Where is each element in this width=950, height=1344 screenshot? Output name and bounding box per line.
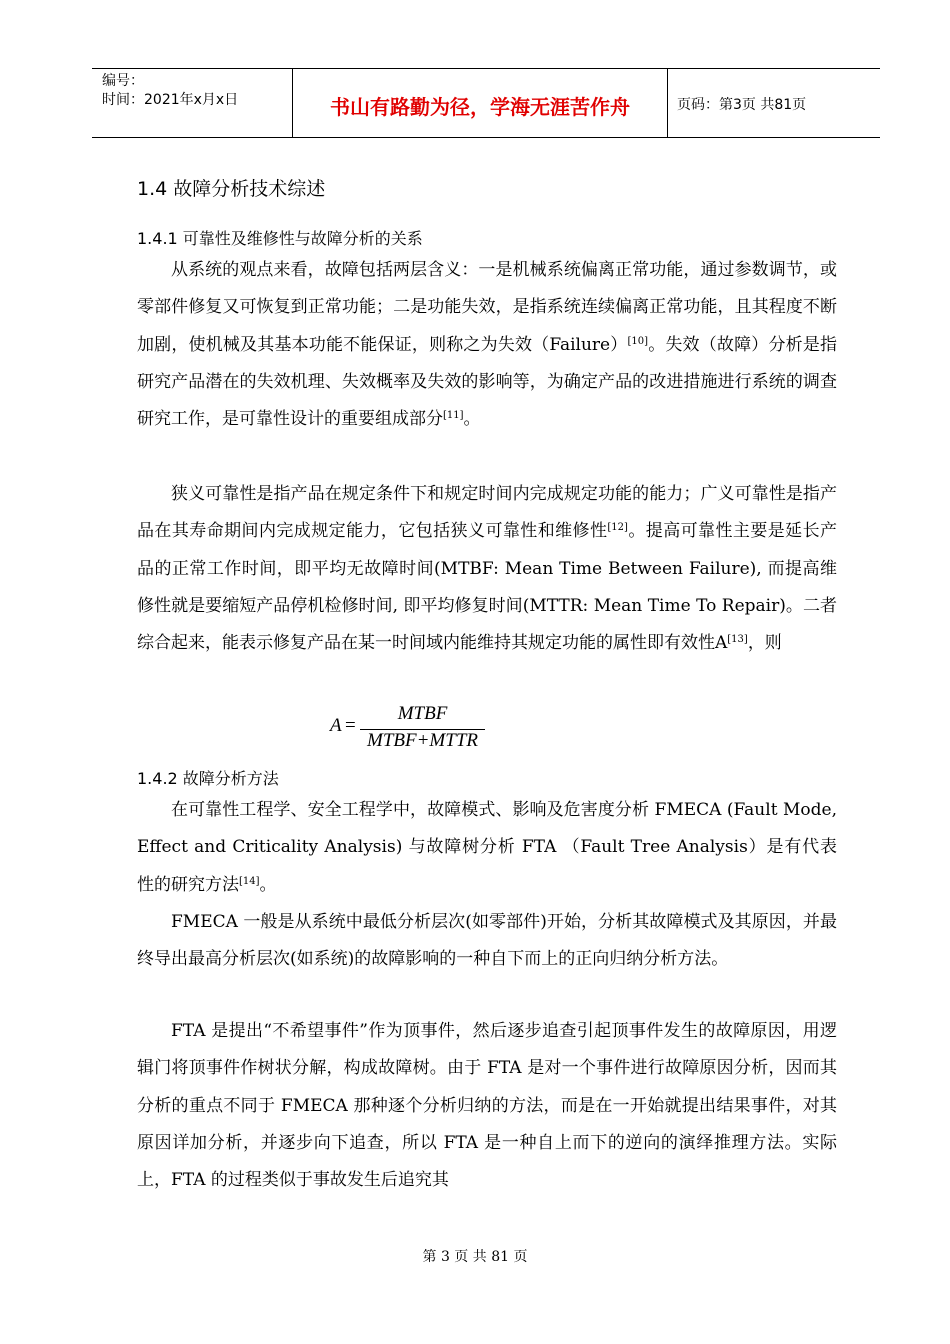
citation-ref: [12] [607,522,628,534]
paragraph-failure-definition: 从系统的观点来看，故障包括两层含义：一是机械系统偏离正常功能，通过参数调节，或零部件修复又可恢复到正常功能；二是功能失效，是指系统连续偏离正常功能，且其程度不断加剧，使机械及其基本功能不能保证，则称之为失效（Failure）[10]。失效（故障）分析是指研究产品潜在的失效机理、失效概率及失效的影响等，为确定产品的改进措施进行系统的调查研究工作，是可靠性设计的重要组成部分[11]。 [137,260,837,430]
formula-lhs: A [330,715,342,736]
subsection-heading-1: 1.4.1 可靠性及维修性与故障分析的关系 [137,229,423,248]
paragraph-analysis-methods: 在可靠性工程学、安全工程学中，故障模式、影响及危害度分析 FMECA (Fault Mode, Effect and Criticality Analysis) 与故障树分析 FTA （Fault Tree Analysis）是有代表性的研究方法[14]。 [137,800,837,895]
header-motto: 书山有路勤为径，学海无涯苦作舟 [330,95,630,119]
header-motto-cell [292,69,668,137]
paragraph-fmeca: FMECA 一般是从系统中最低分析层次(如零部件)开始，分析其故障模式及其原因，并最终导出最高分析层次(如系统)的故障影响的一种自下而上的正向归纳分析方法。 [137,912,837,970]
page-footer: 第 3 页 共 81 页 [422,1249,528,1265]
citation-ref: [14] [239,875,260,887]
document-time-label: 时间：2021年x月x日 [102,92,239,108]
header-page-cell [667,69,880,137]
subsection-heading-2: 1.4.2 故障分析方法 [137,769,279,788]
formula-numerator: MTBF [397,703,448,724]
citation-ref: [11] [443,410,464,422]
document-number-label: 编号： [102,73,144,89]
header-page-code: 页码：第3页 共81页 [677,97,807,113]
header-info-cell [92,69,292,137]
formula-denominator: MTBF+MTTR [367,730,478,751]
availability-formula [330,703,500,753]
paragraph-reliability-definition: 狭义可靠性是指产品在规定条件下和规定时间内完成规定功能的能力；广义可靠性是指产品在其寿命期间内完成规定能力，它包括狭义可靠性和维修性[12]。提高可靠性主要是延长产品的正常工作时间，即平均无故障时间(MTBF: Mean Time Between Failure), 而提高维修性就是要缩短产品停机检修时间, 即平均修复时间(MTTR: Mean Time To Repair)。二者综合起来，能表示修复产品在某一时间域内能维持其规定功能的属性即有效性A[13]，则 [137,484,838,654]
page-header [92,68,880,138]
citation-ref: [13] [727,634,748,646]
formula-equals: = [345,715,356,736]
citation-ref: [10] [627,335,649,347]
section-heading: 1.4 故障分析技术综述 [137,178,326,200]
paragraph-fta: FTA 是提出“不希望事件”作为顶事件，然后逐步追查引起顶事件发生的故障原因，用逻辑门将顶事件作树状分解，构成故障树。由于 FTA 是对一个事件进行故障原因分析，因而其分析的重点不同于 FMECA 那种逐个分析归纳的方法，而是在一开始就提出结果事件，对其原因详加分析，并逐步向下追查，所以 FTA 是一种自上而下的逆向的演绎推理方法。实际上，FTA 的过程类似于事故发生后追究其 [137,1021,837,1191]
